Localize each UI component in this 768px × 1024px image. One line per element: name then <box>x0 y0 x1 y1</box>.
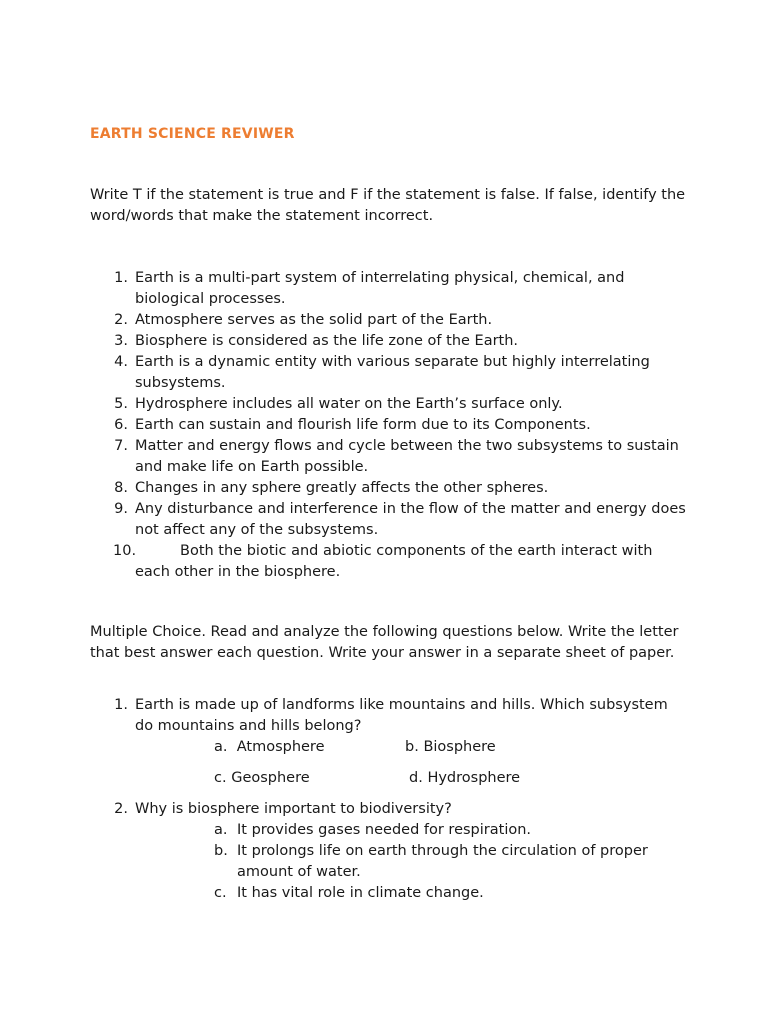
item-text: Both the biotic and abiotic components of the earth interact with each other in the biosphere. <box>135 543 653 580</box>
item-text: Matter and energy flows and cycle between the two subsystems to sustain and make life on Earth possible. <box>135 438 679 475</box>
question-number: 2. <box>114 801 128 817</box>
item-number: 9. <box>114 501 128 517</box>
question-number: 1. <box>114 697 128 713</box>
item-text: Earth can sustain and flourish life form due to its Components. <box>135 417 591 433</box>
option-letter: c. <box>214 885 227 901</box>
option-text: Atmosphere <box>236 739 325 755</box>
question-text: Why is biosphere important to biodiversity? <box>135 801 452 817</box>
list-item <box>90 268 690 310</box>
list-item <box>90 541 690 583</box>
list-item <box>90 331 690 352</box>
list-item <box>90 394 690 415</box>
option-item <box>214 841 684 883</box>
item-text: Earth is a dynamic entity with various separate but highly interrelating subsystems. <box>135 354 650 391</box>
question-text: Earth is made up of landforms like mountains and hills. Which subsystem do mountains and hills belong? <box>135 697 668 734</box>
item-number: 7. <box>114 438 128 454</box>
option-item <box>405 737 496 758</box>
list-item <box>90 415 690 436</box>
option-text: It prolongs life on earth through the circulation of proper amount of water. <box>237 843 648 880</box>
item-number: 1. <box>114 270 128 286</box>
list-item <box>90 478 690 499</box>
item-text: Any disturbance and interference in the flow of the matter and energy does not affect any of the subsystems. <box>135 501 686 538</box>
item-number: 4. <box>114 354 128 370</box>
option-item <box>214 768 310 789</box>
option-item <box>409 768 520 789</box>
item-number: 3. <box>114 333 128 349</box>
list-item <box>90 436 690 478</box>
true-false-instructions: Write T if the statement is true and F if the statement is false. If false, identify the word/words that make the statement incorrect. <box>90 187 686 224</box>
list-item <box>90 499 690 541</box>
multiple-choice-instructions: Multiple Choice. Read and analyze the following questions below. Write the letter that best answer each question. Write your answer in a separate sheet of paper. <box>90 624 679 661</box>
option-letter: a. <box>214 739 228 755</box>
option-item <box>214 883 684 904</box>
option-item <box>214 820 684 841</box>
item-text: Atmosphere serves as the solid part of the Earth. <box>135 312 493 328</box>
option-text: Biosphere <box>423 739 496 755</box>
item-number: 8. <box>114 480 128 496</box>
question-item <box>90 695 690 737</box>
item-text: Hydrosphere includes all water on the Earth’s surface only. <box>135 396 563 412</box>
option-letter: a. <box>214 822 228 838</box>
true-false-list <box>90 268 690 583</box>
item-text: Earth is a multi-part system of interrelating physical, chemical, and biological processes. <box>135 270 625 307</box>
item-number: 10. <box>113 543 137 559</box>
question-item <box>90 799 690 820</box>
option-text: Geosphere <box>231 770 310 786</box>
option-list <box>214 820 684 904</box>
list-item <box>90 310 690 331</box>
option-text: It provides gases needed for respiration. <box>237 822 532 838</box>
item-number: 2. <box>114 312 128 328</box>
option-text: Hydrosphere <box>427 770 521 786</box>
item-number: 6. <box>114 417 128 433</box>
option-text: It has vital role in climate change. <box>237 885 484 901</box>
item-text: Biosphere is considered as the life zone of the Earth. <box>135 333 519 349</box>
option-letter: b. <box>405 739 419 755</box>
item-number: 5. <box>114 396 128 412</box>
list-item <box>90 352 690 394</box>
option-letter: c. <box>214 770 227 786</box>
option-letter: b. <box>214 843 228 859</box>
option-letter: d. <box>409 770 423 786</box>
document-title: EARTH SCIENCE REVIWER <box>90 126 295 142</box>
option-item <box>214 737 325 758</box>
item-text: Changes in any sphere greatly affects the other spheres. <box>135 480 549 496</box>
